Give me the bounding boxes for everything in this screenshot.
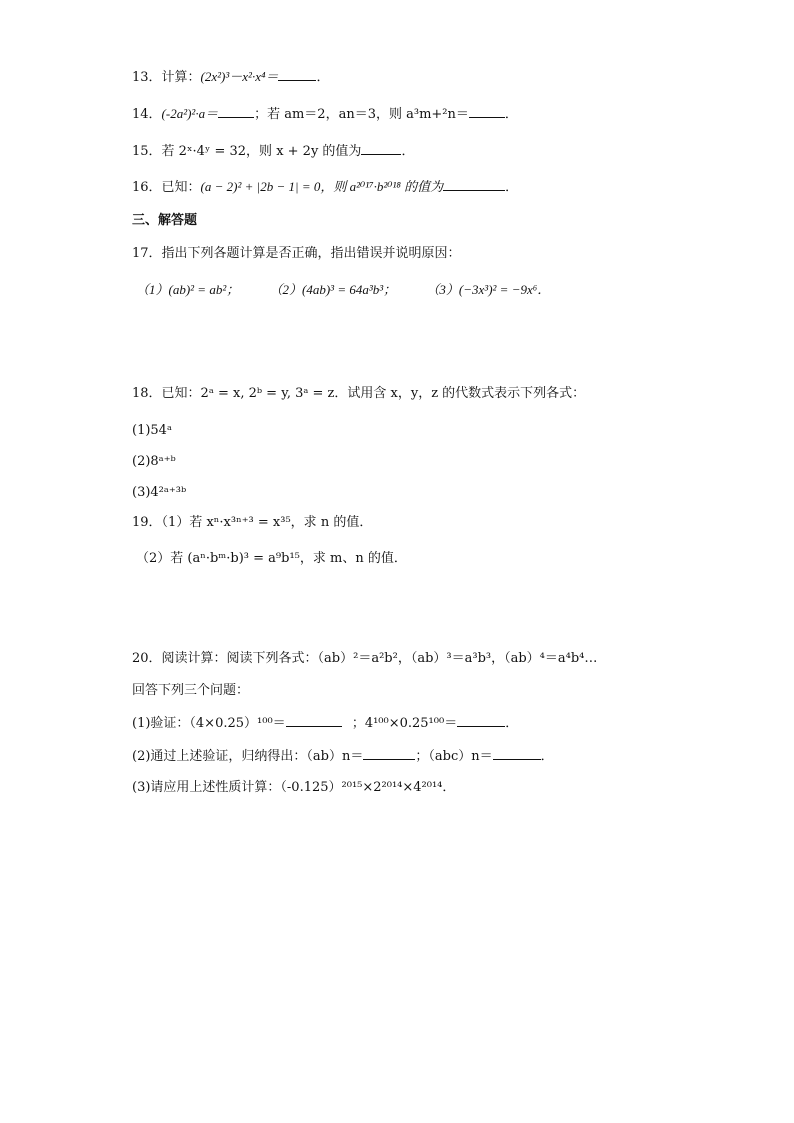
q20-part-2	[132, 745, 554, 766]
q20-part-1	[132, 712, 518, 733]
q17-stem: 17．指出下列各题计算是否正确，指出错误并说明原因：	[132, 246, 461, 261]
q16-number: 16．已知：	[132, 180, 201, 195]
q15-end: ．	[401, 144, 415, 159]
section-heading: 三、解答题	[132, 213, 198, 228]
q20-part-2-a: (2)通过上述验证，归纳得出：（ab）n＝	[132, 749, 364, 764]
q19-part-1: 19．（1）若 xⁿ·x³ⁿ⁺³ = x³⁵，求 n 的值．	[132, 515, 373, 530]
q15-answer-blank[interactable]	[361, 140, 401, 155]
q18-part-2: (2)8ᵃ⁺ᵇ	[132, 454, 176, 469]
q14-number: 14．	[132, 107, 162, 122]
q20-part-2-end: ．	[540, 749, 554, 764]
q16-answer-blank[interactable]	[443, 176, 505, 191]
q15-stem: 15．若 2ˣ·4ʸ = 32，则 x + 2y 的值为	[132, 144, 362, 159]
q18-part-3: (3)4²ᵃ⁺³ᵇ	[132, 485, 187, 500]
q18-part-1: (1)54ᵃ	[132, 423, 172, 438]
q17-part-1: （1）(ab)² = ab²；	[136, 282, 240, 297]
q20-part-1-blank-1[interactable]	[286, 712, 342, 727]
q20-instruction: 回答下列三个问题：	[132, 683, 250, 698]
q16-end: ．	[505, 180, 519, 195]
q16-expression: (a − 2)² + |2b − 1| = 0，则 a²⁰¹⁷·b²⁰¹⁸ 的值为	[200, 179, 444, 194]
q20-part-1-blank-2[interactable]	[457, 712, 505, 727]
q20-part-3: (3)请应用上述性质计算：（-0.125）²⁰¹⁵×2²⁰¹⁴×4²⁰¹⁴．	[132, 780, 456, 795]
q20-stem: 20．阅读计算：阅读下列各式：（ab）²＝a²b²，（ab）³＝a³b³，（ab）⁴＝a⁴b⁴…	[132, 651, 598, 666]
q14-answer-blank-2[interactable]	[469, 103, 505, 118]
q13-expression: (2x²)³－x²·x⁴＝	[200, 69, 279, 84]
q14-end: ．	[504, 107, 518, 122]
q17-part-2: （2）(4ab)³ = 64a³b³；	[269, 282, 397, 297]
q14-middle: ；若 am＝2，an＝3，则 a³m+²n＝	[254, 107, 469, 122]
q14-expression-1: (-2a²)²·a＝	[161, 106, 219, 121]
q17-parts	[136, 281, 550, 300]
question-16	[132, 176, 518, 197]
q13-end: ．	[316, 70, 330, 85]
q20-part-1-b: ；4¹⁰⁰×0.25¹⁰⁰＝	[351, 716, 458, 731]
q20-part-2-b: ；（abc）n＝	[415, 749, 493, 764]
question-13	[132, 66, 330, 87]
q19-part-2: （2）若 (aⁿ·bᵐ·b)³ = a⁹b¹⁵，求 m、n 的值．	[136, 551, 407, 566]
q13-answer-blank[interactable]	[278, 66, 316, 81]
q20-part-1-end: ．	[505, 716, 519, 731]
q14-answer-blank-1[interactable]	[218, 103, 254, 118]
q18-stem: 18．已知：2ᵃ = x, 2ᵇ = y, 3ᵃ = z．试用含 x，y，z 的代数式表示下列各式：	[132, 386, 586, 401]
q13-number: 13．计算：	[132, 70, 201, 85]
q17-part-3: （3）(−3x³)² = −9x⁶．	[426, 282, 551, 297]
q20-part-2-blank-1[interactable]	[363, 745, 415, 760]
question-15	[132, 140, 414, 161]
q20-part-2-blank-2[interactable]	[493, 745, 541, 760]
question-14	[132, 103, 518, 124]
q20-part-1-a: (1)验证：（4×0.25）¹⁰⁰＝	[132, 716, 286, 731]
